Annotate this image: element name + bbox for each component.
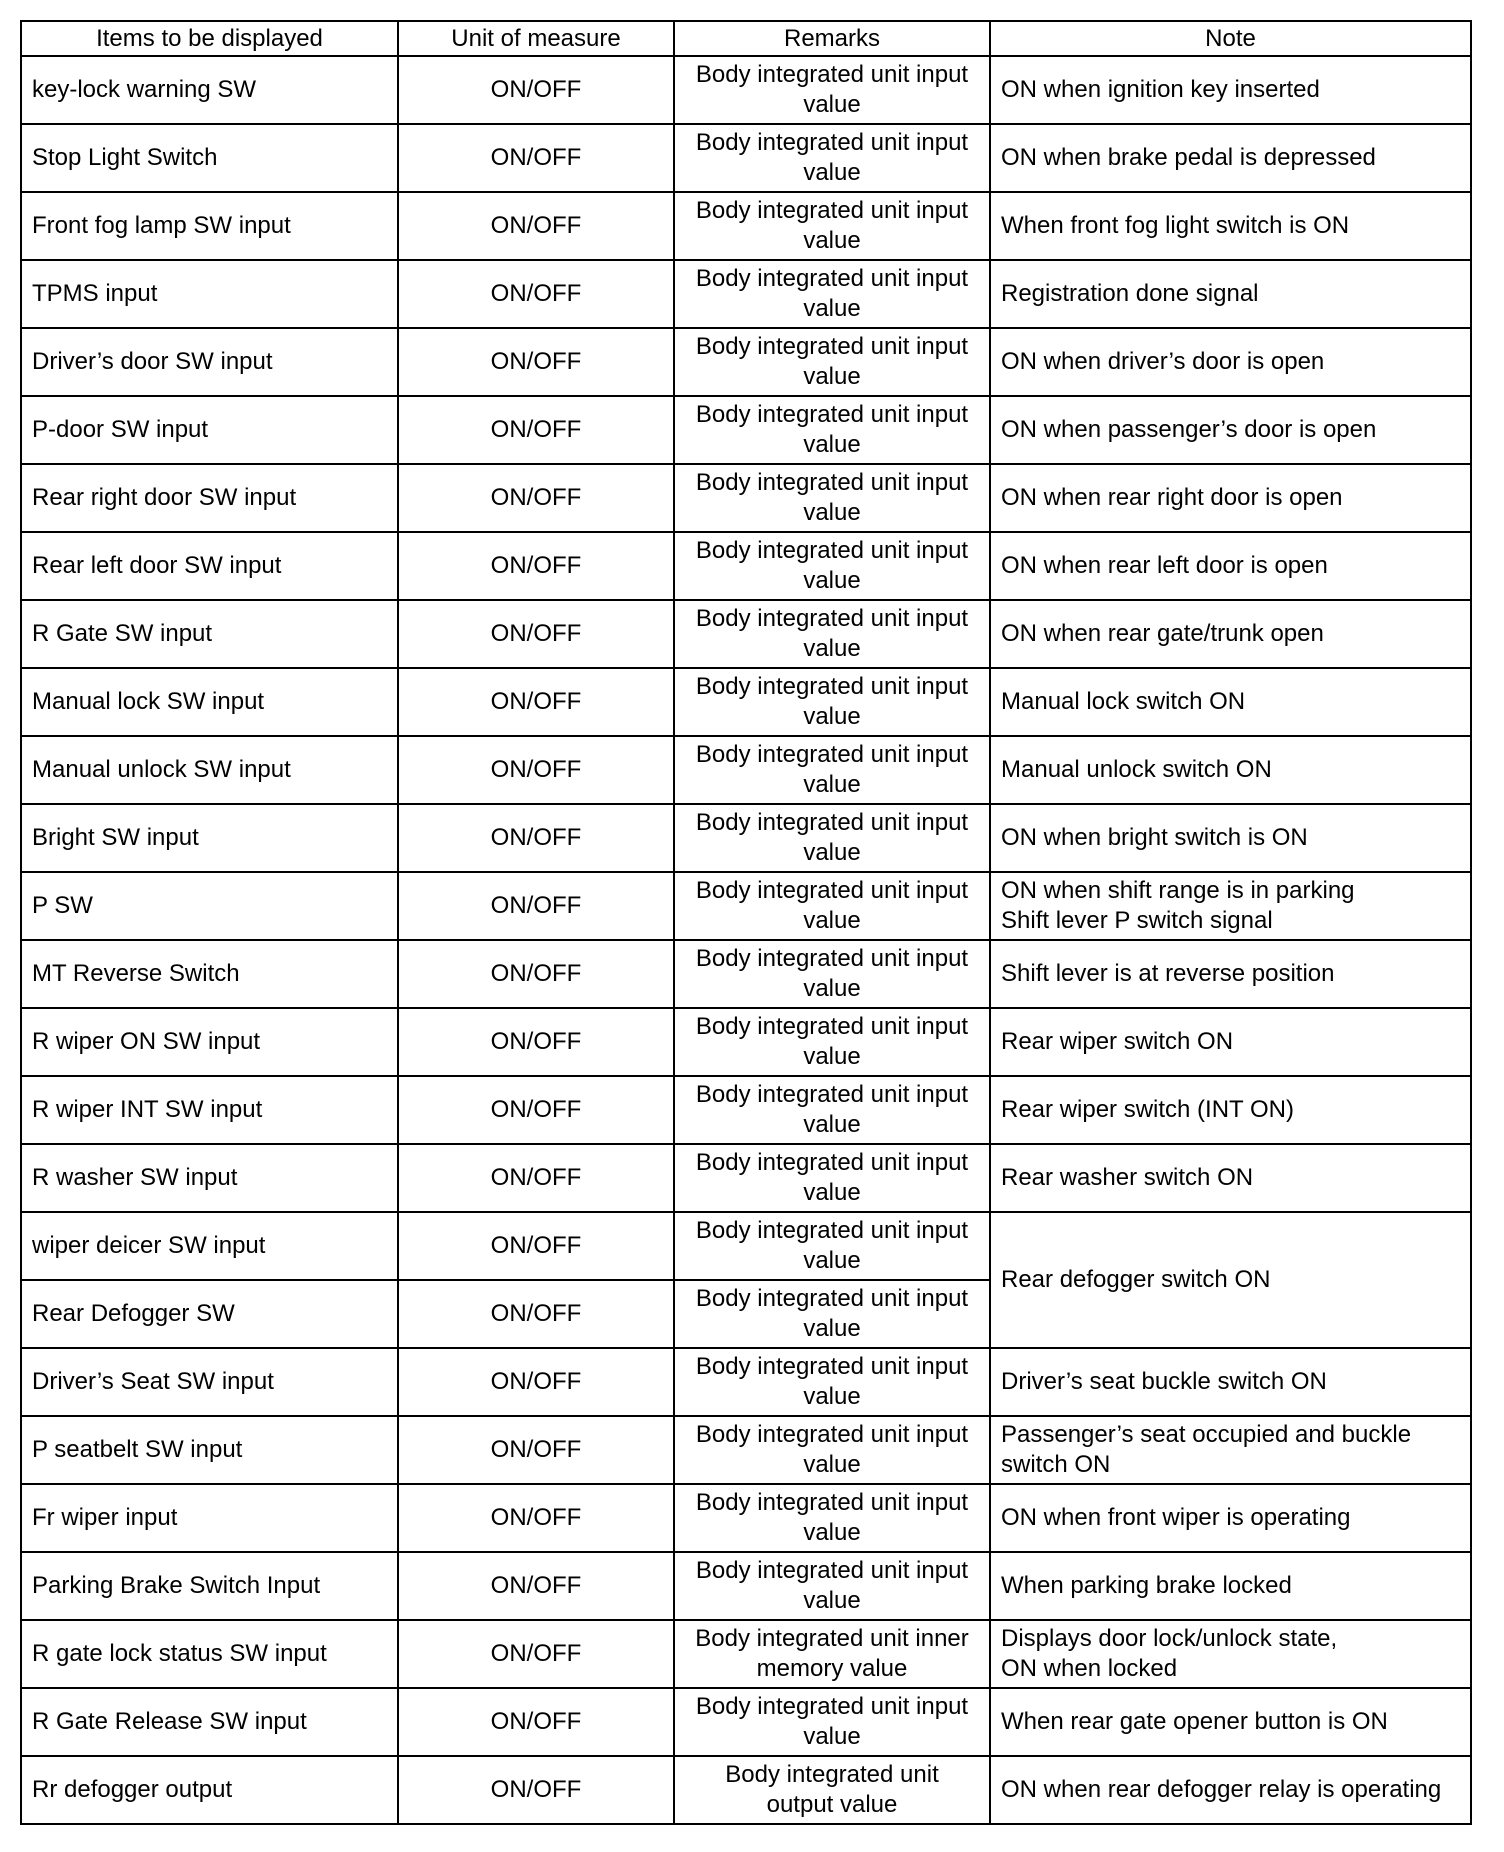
note-cell: ON when passenger’s door is open bbox=[990, 396, 1471, 464]
remarks-text: Body integrated unit input value bbox=[695, 1421, 969, 1478]
unit-cell: ON/OFF bbox=[398, 1280, 674, 1348]
unit-cell: ON/OFF bbox=[398, 328, 674, 396]
remarks-cell bbox=[674, 1552, 990, 1620]
table-row bbox=[21, 1008, 1471, 1076]
unit-cell: ON/OFF bbox=[398, 668, 674, 736]
note-cell: ON when brake pedal is depressed bbox=[990, 124, 1471, 192]
unit-cell: ON/OFF bbox=[398, 1484, 674, 1552]
remarks-cell bbox=[674, 192, 990, 260]
note-cell: Manual unlock switch ON bbox=[990, 736, 1471, 804]
item-cell: Bright SW input bbox=[21, 804, 398, 872]
remarks-cell bbox=[674, 1688, 990, 1756]
remarks-text: Body integrated unit input value bbox=[695, 61, 969, 118]
remarks-text: Body integrated unit inner memory value bbox=[695, 1625, 969, 1682]
remarks-cell bbox=[674, 396, 990, 464]
unit-cell: ON/OFF bbox=[398, 124, 674, 192]
remarks-text: Body integrated unit input value bbox=[695, 265, 969, 322]
item-cell: key-lock warning SW bbox=[21, 56, 398, 124]
remarks-text: Body integrated unit input value bbox=[695, 129, 969, 186]
table-row bbox=[21, 124, 1471, 192]
table-row bbox=[21, 56, 1471, 124]
remarks-cell bbox=[674, 1348, 990, 1416]
note-cell: Rear wiper switch (INT ON) bbox=[990, 1076, 1471, 1144]
note-cell: Passenger’s seat occupied and buckle switch ON bbox=[990, 1416, 1471, 1484]
table-row bbox=[21, 192, 1471, 260]
remarks-cell bbox=[674, 1756, 990, 1824]
item-cell: TPMS input bbox=[21, 260, 398, 328]
remarks-text: Body integrated unit input value bbox=[695, 1557, 969, 1614]
note-cell: ON when rear gate/trunk open bbox=[990, 600, 1471, 668]
header-items: Items to be displayed bbox=[21, 21, 398, 56]
item-cell: Rear right door SW input bbox=[21, 464, 398, 532]
table-row bbox=[21, 1756, 1471, 1824]
item-cell: Manual lock SW input bbox=[21, 668, 398, 736]
note-cell: Manual lock switch ON bbox=[990, 668, 1471, 736]
note-cell: When front fog light switch is ON bbox=[990, 192, 1471, 260]
remarks-text: Body integrated unit input value bbox=[695, 1081, 969, 1138]
note-cell: ON when rear left door is open bbox=[990, 532, 1471, 600]
unit-cell: ON/OFF bbox=[398, 1552, 674, 1620]
remarks-text: Body integrated unit input value bbox=[695, 877, 969, 934]
remarks-cell bbox=[674, 464, 990, 532]
remarks-text: Body integrated unit input value bbox=[695, 1693, 969, 1750]
remarks-cell bbox=[674, 804, 990, 872]
remarks-text: Body integrated unit input value bbox=[695, 1489, 969, 1546]
unit-cell: ON/OFF bbox=[398, 1756, 674, 1824]
table-body bbox=[21, 56, 1471, 1824]
note-cell: Rear wiper switch ON bbox=[990, 1008, 1471, 1076]
unit-cell: ON/OFF bbox=[398, 260, 674, 328]
remarks-text: Body integrated unit input value bbox=[695, 809, 969, 866]
remarks-text: Body integrated unit input value bbox=[695, 673, 969, 730]
item-cell: Stop Light Switch bbox=[21, 124, 398, 192]
table-row bbox=[21, 940, 1471, 1008]
remarks-cell bbox=[674, 1076, 990, 1144]
note-cell: ON when driver’s door is open bbox=[990, 328, 1471, 396]
remarks-cell bbox=[674, 328, 990, 396]
remarks-cell bbox=[674, 1620, 990, 1688]
remarks-cell bbox=[674, 56, 990, 124]
unit-cell: ON/OFF bbox=[398, 464, 674, 532]
remarks-cell bbox=[674, 1212, 990, 1280]
remarks-cell bbox=[674, 1416, 990, 1484]
item-cell: P SW bbox=[21, 872, 398, 940]
item-cell: P seatbelt SW input bbox=[21, 1416, 398, 1484]
item-cell: Front fog lamp SW input bbox=[21, 192, 398, 260]
item-cell: R wiper INT SW input bbox=[21, 1076, 398, 1144]
remarks-text: Body integrated unit input value bbox=[695, 401, 969, 458]
item-cell: MT Reverse Switch bbox=[21, 940, 398, 1008]
note-cell: ON when bright switch is ON bbox=[990, 804, 1471, 872]
remarks-text: Body integrated unit input value bbox=[695, 537, 969, 594]
unit-cell: ON/OFF bbox=[398, 56, 674, 124]
data-table bbox=[20, 20, 1472, 1825]
note-cell: When parking brake locked bbox=[990, 1552, 1471, 1620]
remarks-text: Body integrated unit input value bbox=[695, 605, 969, 662]
item-cell: Parking Brake Switch Input bbox=[21, 1552, 398, 1620]
table-row bbox=[21, 1416, 1471, 1484]
unit-cell: ON/OFF bbox=[398, 1212, 674, 1280]
remarks-cell bbox=[674, 600, 990, 668]
table-row bbox=[21, 1348, 1471, 1416]
unit-cell: ON/OFF bbox=[398, 1688, 674, 1756]
remarks-text: Body integrated unit input value bbox=[695, 945, 969, 1002]
table-row bbox=[21, 1484, 1471, 1552]
table-row bbox=[21, 872, 1471, 940]
remarks-text: Body integrated unit input value bbox=[695, 1353, 969, 1410]
table-row bbox=[21, 464, 1471, 532]
remarks-text: Body integrated unit input value bbox=[695, 1149, 969, 1206]
table-row bbox=[21, 1212, 1471, 1280]
note-cell: ON when ignition key inserted bbox=[990, 56, 1471, 124]
unit-cell: ON/OFF bbox=[398, 1416, 674, 1484]
item-cell: Manual unlock SW input bbox=[21, 736, 398, 804]
item-cell: Rear left door SW input bbox=[21, 532, 398, 600]
table-row bbox=[21, 804, 1471, 872]
note-cell: ON when rear right door is open bbox=[990, 464, 1471, 532]
remarks-cell bbox=[674, 736, 990, 804]
note-cell: Rear washer switch ON bbox=[990, 1144, 1471, 1212]
remarks-cell bbox=[674, 532, 990, 600]
table-row bbox=[21, 600, 1471, 668]
remarks-cell bbox=[674, 1008, 990, 1076]
unit-cell: ON/OFF bbox=[398, 1144, 674, 1212]
table-row bbox=[21, 668, 1471, 736]
item-cell: R washer SW input bbox=[21, 1144, 398, 1212]
header-unit: Unit of measure bbox=[398, 21, 674, 56]
note-cell: ON when front wiper is operating bbox=[990, 1484, 1471, 1552]
item-cell: Driver’s door SW input bbox=[21, 328, 398, 396]
table-row bbox=[21, 1552, 1471, 1620]
item-cell: Rear Defogger SW bbox=[21, 1280, 398, 1348]
remarks-text: Body integrated unit input value bbox=[695, 333, 969, 390]
remarks-text: Body integrated unit input value bbox=[695, 1217, 969, 1274]
table-row bbox=[21, 1144, 1471, 1212]
item-cell: R Gate Release SW input bbox=[21, 1688, 398, 1756]
item-cell: Driver’s Seat SW input bbox=[21, 1348, 398, 1416]
unit-cell: ON/OFF bbox=[398, 736, 674, 804]
note-cell: Registration done signal bbox=[990, 260, 1471, 328]
table-row bbox=[21, 1076, 1471, 1144]
unit-cell: ON/OFF bbox=[398, 396, 674, 464]
item-cell: R gate lock status SW input bbox=[21, 1620, 398, 1688]
note-cell: Shift lever is at reverse position bbox=[990, 940, 1471, 1008]
table-row bbox=[21, 396, 1471, 464]
item-cell: Fr wiper input bbox=[21, 1484, 398, 1552]
unit-cell: ON/OFF bbox=[398, 804, 674, 872]
unit-cell: ON/OFF bbox=[398, 1620, 674, 1688]
item-cell: R wiper ON SW input bbox=[21, 1008, 398, 1076]
unit-cell: ON/OFF bbox=[398, 1348, 674, 1416]
unit-cell: ON/OFF bbox=[398, 600, 674, 668]
unit-cell: ON/OFF bbox=[398, 1008, 674, 1076]
remarks-text: Body integrated unit input value bbox=[695, 1013, 969, 1070]
item-cell: wiper deicer SW input bbox=[21, 1212, 398, 1280]
remarks-cell bbox=[674, 872, 990, 940]
table-row bbox=[21, 1688, 1471, 1756]
table-header bbox=[21, 21, 1471, 56]
remarks-text: Body integrated unit input value bbox=[695, 197, 969, 254]
note-cell: When rear gate opener button is ON bbox=[990, 1688, 1471, 1756]
table-row bbox=[21, 532, 1471, 600]
note-cell: Rear defogger switch ON bbox=[990, 1212, 1471, 1348]
remarks-text: Body integrated unit input value bbox=[695, 1285, 969, 1342]
remarks-text: Body integrated unit input value bbox=[695, 469, 969, 526]
unit-cell: ON/OFF bbox=[398, 872, 674, 940]
remarks-cell bbox=[674, 1280, 990, 1348]
item-cell: R Gate SW input bbox=[21, 600, 398, 668]
unit-cell: ON/OFF bbox=[398, 940, 674, 1008]
note-cell: ON when rear defogger relay is operating bbox=[990, 1756, 1471, 1824]
remarks-cell bbox=[674, 1484, 990, 1552]
table-row bbox=[21, 328, 1471, 396]
table-row bbox=[21, 736, 1471, 804]
remarks-cell bbox=[674, 1144, 990, 1212]
item-cell: Rr defogger output bbox=[21, 1756, 398, 1824]
remarks-text: Body integrated unit output value bbox=[725, 1761, 939, 1818]
unit-cell: ON/OFF bbox=[398, 1076, 674, 1144]
table-row bbox=[21, 1620, 1471, 1688]
item-cell: P-door SW input bbox=[21, 396, 398, 464]
remarks-cell bbox=[674, 668, 990, 736]
header-remarks: Remarks bbox=[674, 21, 990, 56]
note-cell: ON when shift range is in parking Shift lever P switch signal bbox=[990, 872, 1471, 940]
note-cell: Driver’s seat buckle switch ON bbox=[990, 1348, 1471, 1416]
note-cell: Displays door lock/unlock state, ON when locked bbox=[990, 1620, 1471, 1688]
remarks-text: Body integrated unit input value bbox=[695, 741, 969, 798]
header-row bbox=[21, 21, 1471, 56]
table-row bbox=[21, 260, 1471, 328]
unit-cell: ON/OFF bbox=[398, 192, 674, 260]
header-note: Note bbox=[990, 21, 1471, 56]
remarks-cell bbox=[674, 940, 990, 1008]
remarks-cell bbox=[674, 260, 990, 328]
unit-cell: ON/OFF bbox=[398, 532, 674, 600]
remarks-cell bbox=[674, 124, 990, 192]
